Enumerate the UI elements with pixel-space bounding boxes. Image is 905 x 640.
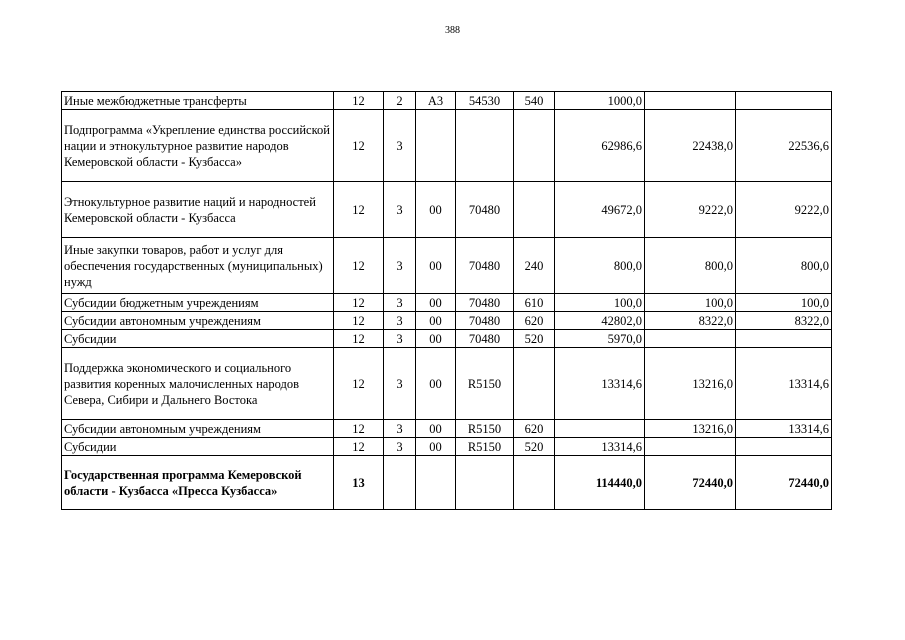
cell-c3: 00 — [416, 420, 456, 438]
cell-name: Государственная программа Кемеровской области - Кузбасса «Пресса Кузбасса» — [62, 456, 334, 510]
cell-v1: 100,0 — [555, 294, 645, 312]
cell-c2: 3 — [384, 420, 416, 438]
cell-c1: 12 — [334, 348, 384, 420]
table-row — [62, 312, 832, 330]
cell-v2 — [645, 92, 736, 110]
cell-v1: 800,0 — [555, 238, 645, 294]
cell-c3 — [416, 456, 456, 510]
budget-table — [61, 91, 832, 510]
cell-c2: 3 — [384, 238, 416, 294]
cell-c2: 3 — [384, 348, 416, 420]
cell-name: Этнокультурное развитие наций и народностей Кемеровской области - Кузбасса — [62, 182, 334, 238]
cell-c5 — [514, 456, 555, 510]
cell-c2 — [384, 456, 416, 510]
table-row — [62, 330, 832, 348]
cell-c4: R5150 — [456, 438, 514, 456]
cell-c3: А3 — [416, 92, 456, 110]
cell-v3 — [736, 438, 832, 456]
cell-c5: 520 — [514, 330, 555, 348]
cell-v1: 13314,6 — [555, 438, 645, 456]
cell-v3: 9222,0 — [736, 182, 832, 238]
page-number: 388 — [445, 25, 460, 36]
cell-c3: 00 — [416, 348, 456, 420]
cell-c1: 12 — [334, 92, 384, 110]
cell-c4: 70480 — [456, 330, 514, 348]
cell-v3 — [736, 330, 832, 348]
table-row — [62, 92, 832, 110]
cell-c2: 3 — [384, 294, 416, 312]
cell-c5: 540 — [514, 92, 555, 110]
cell-c5 — [514, 110, 555, 182]
cell-c1: 12 — [334, 110, 384, 182]
cell-v2: 9222,0 — [645, 182, 736, 238]
cell-v1: 1000,0 — [555, 92, 645, 110]
cell-c4 — [456, 456, 514, 510]
table-row — [62, 348, 832, 420]
cell-name: Субсидии бюджетным учреждениям — [62, 294, 334, 312]
cell-c4: 70480 — [456, 312, 514, 330]
table-row — [62, 456, 832, 510]
cell-c4: R5150 — [456, 420, 514, 438]
table-row — [62, 420, 832, 438]
cell-c1: 12 — [334, 238, 384, 294]
cell-c3: 00 — [416, 312, 456, 330]
cell-c1: 13 — [334, 456, 384, 510]
cell-name: Субсидии — [62, 330, 334, 348]
table-row — [62, 110, 832, 182]
cell-v3 — [736, 92, 832, 110]
cell-v1: 13314,6 — [555, 348, 645, 420]
cell-v3: 800,0 — [736, 238, 832, 294]
cell-c5: 610 — [514, 294, 555, 312]
cell-c5: 240 — [514, 238, 555, 294]
cell-c2: 2 — [384, 92, 416, 110]
cell-name: Субсидии автономным учреждениям — [62, 312, 334, 330]
cell-v1: 5970,0 — [555, 330, 645, 348]
cell-c1: 12 — [334, 182, 384, 238]
cell-c3: 00 — [416, 438, 456, 456]
cell-v1 — [555, 420, 645, 438]
cell-v2: 800,0 — [645, 238, 736, 294]
cell-c3: 00 — [416, 294, 456, 312]
table-row — [62, 294, 832, 312]
cell-c1: 12 — [334, 438, 384, 456]
cell-v3: 100,0 — [736, 294, 832, 312]
cell-v2: 13216,0 — [645, 348, 736, 420]
cell-c5: 620 — [514, 312, 555, 330]
cell-c3: 00 — [416, 238, 456, 294]
cell-v2: 13216,0 — [645, 420, 736, 438]
cell-v1: 42802,0 — [555, 312, 645, 330]
cell-v3: 72440,0 — [736, 456, 832, 510]
cell-c5: 620 — [514, 420, 555, 438]
cell-v3: 22536,6 — [736, 110, 832, 182]
cell-c4: 70480 — [456, 238, 514, 294]
cell-c3: 00 — [416, 182, 456, 238]
cell-v2: 100,0 — [645, 294, 736, 312]
cell-c4: R5150 — [456, 348, 514, 420]
table-row — [62, 238, 832, 294]
cell-c5 — [514, 348, 555, 420]
table-row — [62, 182, 832, 238]
cell-c2: 3 — [384, 182, 416, 238]
cell-c5: 520 — [514, 438, 555, 456]
cell-c4: 70480 — [456, 294, 514, 312]
cell-v2: 8322,0 — [645, 312, 736, 330]
cell-name: Иные закупки товаров, работ и услуг для обеспечения государственных (муниципальных) нужд — [62, 238, 334, 294]
cell-name: Поддержка экономического и социального развития коренных малочисленных народов Севера, Сибири и Дальнего Востока — [62, 348, 334, 420]
cell-v2 — [645, 438, 736, 456]
cell-v3: 13314,6 — [736, 348, 832, 420]
cell-c4: 70480 — [456, 182, 514, 238]
cell-c5 — [514, 182, 555, 238]
cell-c3 — [416, 110, 456, 182]
cell-c1: 12 — [334, 330, 384, 348]
cell-c2: 3 — [384, 110, 416, 182]
cell-name: Иные межбюджетные трансферты — [62, 92, 334, 110]
table-row — [62, 438, 832, 456]
cell-v1: 114440,0 — [555, 456, 645, 510]
cell-c2: 3 — [384, 312, 416, 330]
cell-v3: 13314,6 — [736, 420, 832, 438]
cell-v1: 49672,0 — [555, 182, 645, 238]
cell-c4 — [456, 110, 514, 182]
cell-c2: 3 — [384, 438, 416, 456]
cell-v2: 22438,0 — [645, 110, 736, 182]
cell-name: Подпрограмма «Укрепление единства российской нации и этнокультурное развитие народов Кемеровской области - Кузбасса» — [62, 110, 334, 182]
cell-c1: 12 — [334, 420, 384, 438]
cell-c4: 54530 — [456, 92, 514, 110]
cell-v3: 8322,0 — [736, 312, 832, 330]
cell-name: Субсидии — [62, 438, 334, 456]
cell-c2: 3 — [384, 330, 416, 348]
cell-v2 — [645, 330, 736, 348]
cell-c1: 12 — [334, 294, 384, 312]
cell-c1: 12 — [334, 312, 384, 330]
cell-c3: 00 — [416, 330, 456, 348]
cell-name: Субсидии автономным учреждениям — [62, 420, 334, 438]
cell-v1: 62986,6 — [555, 110, 645, 182]
cell-v2: 72440,0 — [645, 456, 736, 510]
